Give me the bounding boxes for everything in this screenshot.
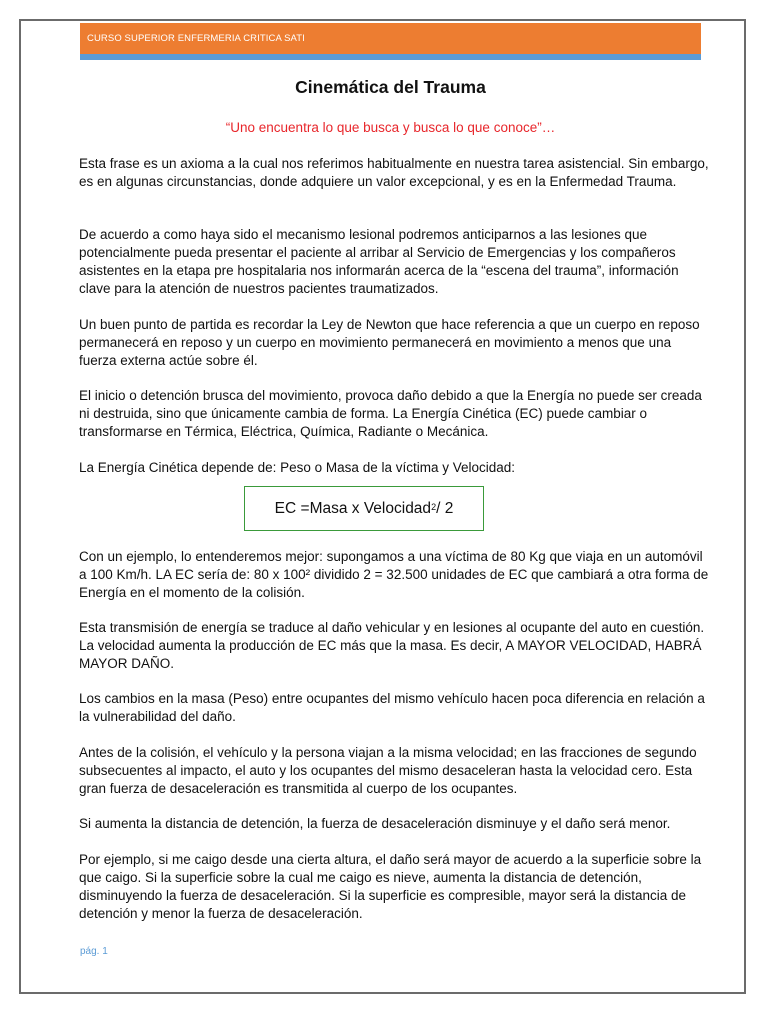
paragraph-4: El inicio o detención brusca del movimiento, provoca daño debido a que la Energía no puede ser creada ni destruida, sino que únicamente cambia de forma. La Energía Cinética (EC) puede cambiar o transformarse en Térmica, Eléctrica, Química, Radiante o Mecánica. [79, 388, 702, 439]
kinetic-energy-formula [244, 486, 484, 531]
page-number: pág. 1 [80, 946, 108, 957]
formula-lhs: EC = [274, 499, 310, 517]
paragraph-10: Si aumenta la distancia de detención, la fuerza de desaceleración disminuye y el daño será menor. [79, 816, 671, 831]
paragraph-3: Un buen punto de partida es recordar la Ley de Newton que hace referencia a que un cuerpo en reposo permanecerá en reposo y un cuerpo en movimiento permanecerá en movimiento a menos que una fuerza externa actúe sobre él. [79, 317, 700, 368]
header-rule [80, 54, 701, 60]
course-header-title: CURSO SUPERIOR ENFERMERIA CRITICA SATI [87, 33, 305, 44]
formula-divisor: / 2 [436, 499, 454, 517]
paragraph-1: Esta frase es un axioma a la cual nos referimos habitualmente en nuestra tarea asistencial. Sin embargo, es en algunas circunstancias, donde adquiere un valor excepcional, y es en la Enfermedad Trauma. [79, 156, 709, 189]
header-band [80, 23, 701, 54]
paragraph-5: La Energía Cinética depende de: Peso o Masa de la víctima y Velocidad: [79, 460, 516, 475]
paragraph-11: Por ejemplo, si me caigo desde una cierta altura, el daño será mayor de acuerdo a la superficie sobre la que caigo. Si la superficie sobre la cual me caigo es nieve, aumenta la distancia de detención, disminuyendo la fuerza de desaceleración. Si la superficie es compresible, mayor será la distancia de detención y menor la fuerza de desaceleración. [79, 852, 702, 921]
formula-exponent: 2 [431, 501, 437, 512]
paragraph-7: Esta transmisión de energía se traduce al daño vehicular y en lesiones al ocupante del auto en cuestión. La velocidad aumenta la producción de EC más que la masa. Es decir, A MAYOR VELOCIDAD, HABRÁ MAYOR DAÑO. [79, 620, 705, 671]
formula-mass-velocity: Masa x Velocidad [309, 499, 432, 517]
opening-quote: “Uno encuentra lo que busca y busca lo que conoce”… [225, 120, 556, 135]
paragraph-6: Con un ejemplo, lo entenderemos mejor: supongamos a una víctima de 80 Kg que viaja en un automóvil a 100 Km/h. LA EC sería de: 80 x 100² dividido 2 = 32.500 unidades de EC que cambiará a otra forma de Energía en el momento de la colisión. [79, 549, 709, 600]
paragraph-8: Los cambios en la masa (Peso) entre ocupantes del mismo vehículo hacen poca diferencia en relación a la vulnerabilidad del daño. [79, 691, 705, 724]
paragraph-2: De acuerdo a como haya sido el mecanismo lesional podremos anticiparnos a las lesiones que potencialmente pueda presentar el paciente al arribar al Servicio de Emergencias y los compañeros asistentes en la etapa pre hospitalaria nos informarán acerca de la “escena del trauma”, información clave para la atención de nuestros pacientes traumatizados. [79, 227, 679, 296]
document-title: Cinemática del Trauma [295, 77, 486, 97]
paragraph-9: Antes de la colisión, el vehículo y la persona viajan a la misma velocidad; en las fracciones de segundo subsecuentes al impacto, el auto y los ocupantes del mismo desaceleran hasta la velocidad cero. Esta gran fuerza de desaceleración es transmitida al cuerpo de los ocupantes. [79, 745, 697, 796]
